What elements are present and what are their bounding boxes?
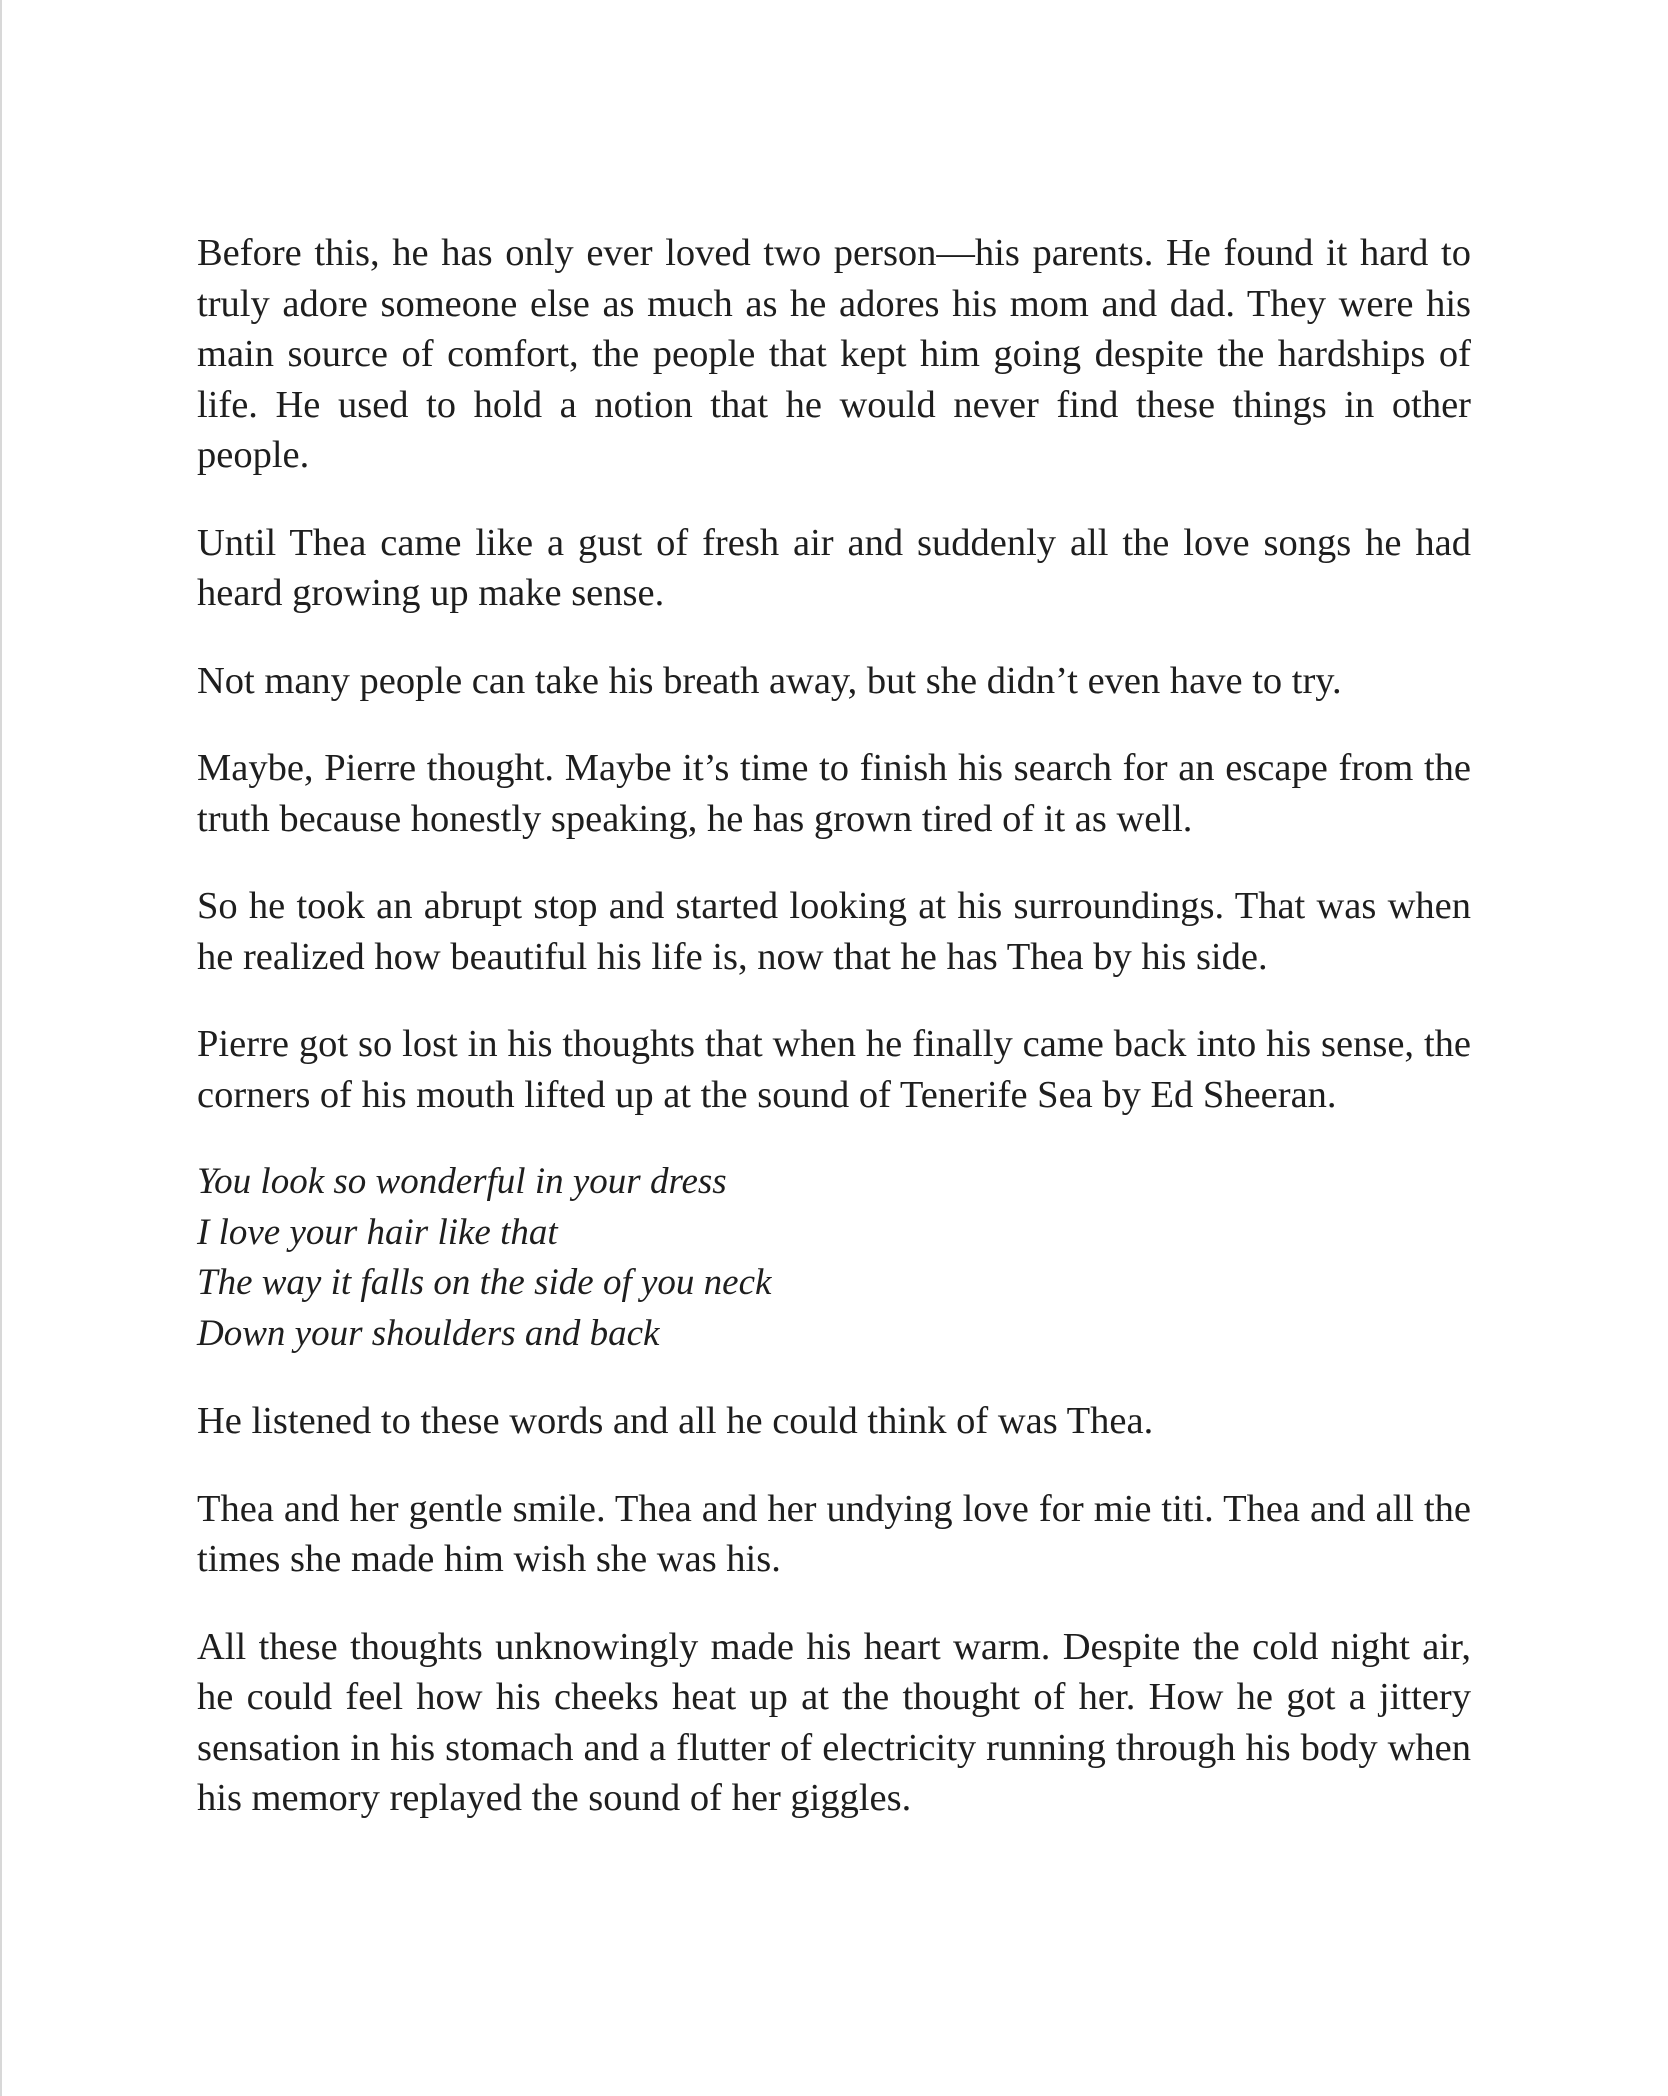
song-lyrics: [197, 1157, 1471, 1359]
paragraph: Maybe, Pierre thought. Maybe it’s time to finish his search for an escape from the truth because honestly speaking, he has grown tired of it as well.: [197, 747, 1471, 840]
paragraph: Until Thea came like a gust of fresh air and suddenly all the love songs he had heard growing up make sense.: [197, 521, 1471, 614]
paragraph: So he took an abrupt stop and started looking at his surroundings. That was when he realized how beautiful his life is, now that he has Thea by his side.: [197, 885, 1471, 978]
paragraph: All these thoughts unknowingly made his heart warm. Despite the cold night air, he could feel how his cheeks heat up at the thought of her. How he got a jittery sensation in his stomach and a flutter of electricity running through his body when his memory replayed the sound of her giggles.: [197, 1625, 1471, 1819]
page-edge: [0, 0, 2, 2096]
body-text: [197, 228, 1471, 1861]
paragraph: Before this, he has only ever loved two person—his parents. He found it hard to truly adore someone else as much as he adores his mom and dad. They were his main source of comfort, the people that kept him going despite the hardships of life. He used to hold a notion that he would never find these things in other people.: [197, 232, 1471, 476]
paragraph: Thea and her gentle smile. Thea and her undying love for mie titi. Thea and all the times she made him wish she was his.: [197, 1487, 1471, 1580]
paragraph: He listened to these words and all he could think of was Thea.: [197, 1400, 1154, 1442]
paragraph: Pierre got so lost in his thoughts that when he finally came back into his sense, the corners of his mouth lifted up at the sound of Tenerife Sea by Ed Sheeran.: [197, 1023, 1471, 1116]
lyric-line: You look so wonderful in your dress: [197, 1161, 727, 1202]
paragraph: Not many people can take his breath away, but she didn’t even have to try.: [197, 659, 1342, 702]
lyric-line: I love your hair like that: [197, 1211, 558, 1253]
lyric-line: The way it falls on the side of you neck: [197, 1262, 772, 1303]
lyric-line: Down your shoulders and back: [197, 1312, 660, 1354]
